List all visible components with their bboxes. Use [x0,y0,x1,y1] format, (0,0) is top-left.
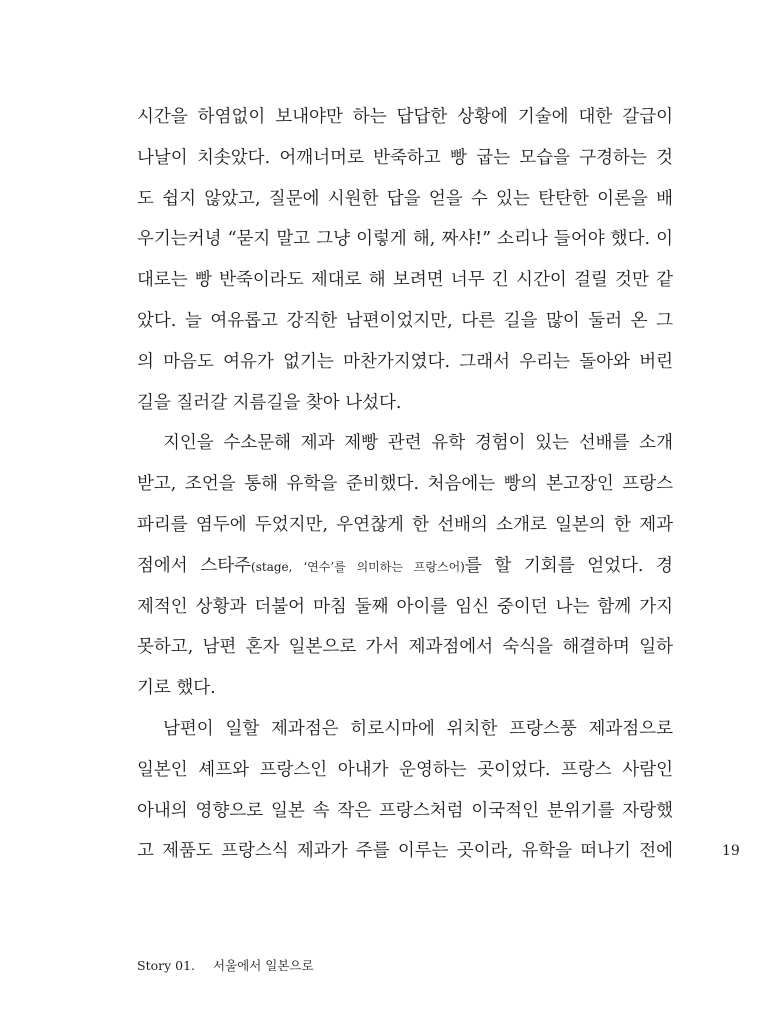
footer-chapter-title: 서울에서 일본으로 [213,958,314,973]
running-footer [137,956,314,976]
text-line: 지인을 수소문해 제과 제빵 관련 유학 경험이 있는 선배를 소개 [163,433,673,454]
text-line: 제적인 상황과 더불어 마침 둘째 아이를 임신 중이던 나는 함께 가지 [137,596,673,617]
text-line: 우기는커녕 “묻지 말고 그냥 이렇게 해, 짜샤!” 소리나 들어야 했다. 이 [137,229,673,250]
text-line: 기로 했다. [137,678,216,699]
text-line: 고 제품도 프랑스식 제과가 주를 이루는 곳이라, 유학을 떠나기 전에 [137,841,673,862]
text-line: 못하고, 남편 혼자 일본으로 가서 제과점에서 숙식을 해결하며 일하 [137,637,673,658]
text-line: 아내의 영향으로 일본 속 작은 프랑스처럼 이국적인 분위기를 자랑했 [137,800,673,821]
footer-story-label: Story 01. [137,958,196,973]
text-line: 일본인 셰프와 프랑스인 아내가 운영하는 곳이었다. 프랑스 사람인 [137,759,673,780]
text-line: 시간을 하염없이 보내야만 하는 답답한 상황에 기술에 대한 갈급이 [137,107,673,127]
line-text-after: 를 할 기회를 얻었다. 경 [464,555,673,576]
translator-note: (stage, ‘연수’를 의미하는 프랑스어) [251,559,465,574]
text-line-with-note [137,546,673,587]
page-number: 19 [722,843,740,859]
text-line: 파리를 염두에 두었지만, 우연찮게 한 선배의 소개로 일본의 한 제과 [137,514,673,535]
line-text-before: 점에서 스타주 [137,555,252,576]
body-text [137,97,673,872]
text-line: 길을 질러갈 지름길을 찾아 나섰다. [137,392,402,413]
text-line: 의 마음도 여유가 없기는 마찬가지였다. 그래서 우리는 돌아와 버린 [137,351,673,372]
text-line: 대로는 빵 반죽이라도 제대로 해 보려면 너무 긴 시간이 걸릴 것만 같 [137,270,673,291]
text-line: 도 쉽지 않았고, 질문에 시원한 답을 얻을 수 있는 탄탄한 이론을 배 [137,188,673,209]
text-line: 받고, 조언을 통해 유학을 준비했다. 처음에는 빵의 본고장인 프랑스 [137,474,673,495]
text-line: 나날이 치솟았다. 어깨너머로 반죽하고 빵 굽는 모습을 구경하는 것 [137,147,673,168]
text-line: 았다. 늘 여유롭고 강직한 남편이었지만, 다른 길을 많이 둘러 온 그 [137,310,673,331]
text-line: 남편이 일할 제과점은 히로시마에 위치한 프랑스풍 제과점으로 [163,718,673,739]
